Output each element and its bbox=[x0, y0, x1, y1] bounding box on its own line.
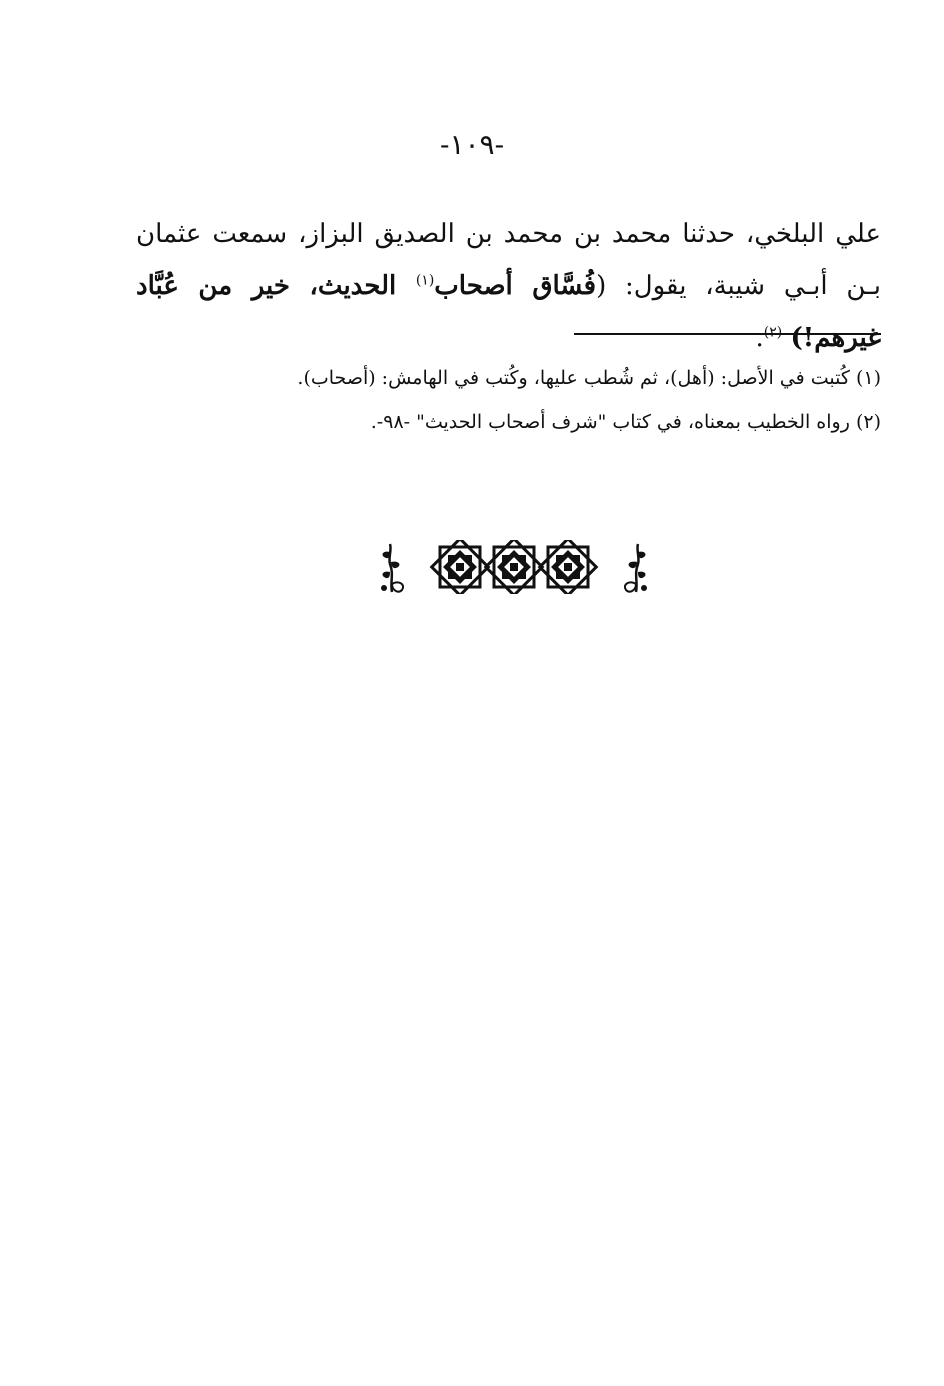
quote-close: ) bbox=[790, 323, 803, 353]
star-tile-icon bbox=[432, 540, 489, 594]
floral-sprig-icon bbox=[625, 544, 647, 592]
footnote-divider bbox=[574, 333, 881, 335]
footnote-2 bbox=[136, 400, 881, 444]
main-paragraph bbox=[136, 208, 881, 364]
paragraph-line-1: علي البلخي، حدثنا محمد بن محمد بن الصديق البزاز، سمعت عثمان بـن أبـي bbox=[136, 219, 881, 301]
footnote-ref-2: (٢) bbox=[763, 324, 783, 341]
sentence-end: . bbox=[755, 323, 764, 353]
decorative-ornament bbox=[374, 540, 654, 594]
floral-sprig-icon bbox=[381, 544, 403, 592]
paragraph-line-2-prefix: شيبة، يقول: ( bbox=[596, 271, 766, 301]
footnote-1-text: كُتبت في الأصل: (أهل)، ثم شُطب عليها، وكُتب في الهامش: (أصحاب). bbox=[297, 367, 856, 389]
quote-part-2: الحديث، خير من عُبَّاد غيرهم! bbox=[136, 271, 881, 353]
star-tile-icon bbox=[540, 540, 597, 594]
page-number: -١٠٩- bbox=[439, 128, 505, 161]
footnotes bbox=[136, 356, 881, 444]
quote-part-1: فُسَّاق أصحاب bbox=[434, 271, 597, 301]
footnote-ref-1: (١) bbox=[415, 272, 435, 289]
footnote-1 bbox=[136, 356, 881, 400]
footnote-2-marker: (٢) bbox=[855, 411, 881, 433]
footnote-1-marker: (١) bbox=[855, 367, 881, 389]
footnote-2-text: رواه الخطيب بمعناه، في كتاب "شرف أصحاب الحديث" -٩٨-. bbox=[370, 411, 856, 433]
star-tile-icon bbox=[486, 540, 543, 594]
